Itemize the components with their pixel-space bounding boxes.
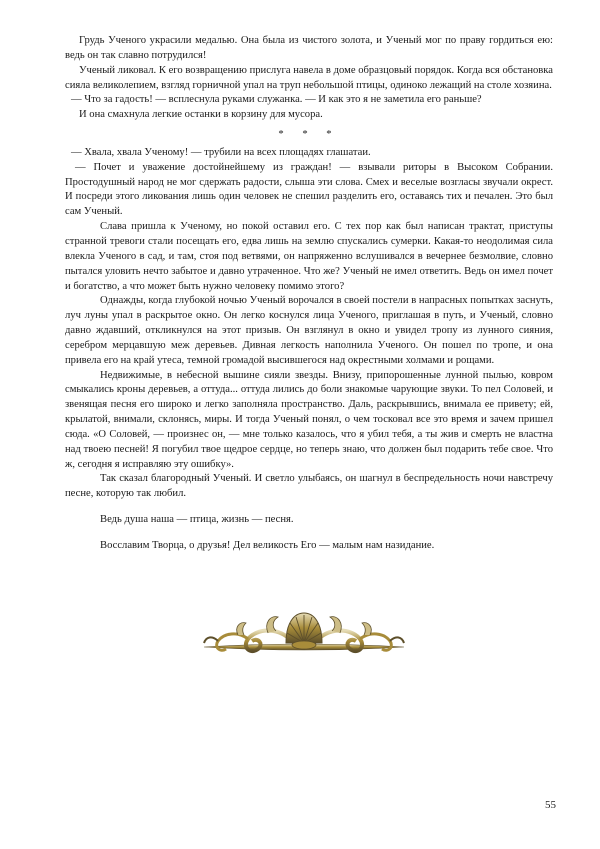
page-number: 55 bbox=[545, 799, 556, 811]
section-separator: * * * bbox=[278, 129, 340, 141]
paragraph-heralds: — Хвала, хвала Ученому! — трубили на всех площадях глашатаи. bbox=[71, 146, 371, 158]
paragraph-honor: — Почет и уважение достойнейшему из граждан! — взывали риторы в Высоком Собрании. Простодушный народ не мог сдержать радости, слыша эти слова. Смех и веселые возгласы звучали окрест. И посреди этого ликования лишь один человек не спешил разделить его, оставаясь тих и печален. Это был сам Ученый. bbox=[65, 161, 553, 218]
paragraph-nightingale: Недвижимые, в небесной вышине сияли звезды. Внизу, припорошенные лунной пылью, ковром смыкались кроны деревьев, а оттуда... оттуда лились до боли знакомые чарующие звуки. То пел Соловей, и звенящая песня его широко и легко заполняла пространство. Даль, раскрывшись, внимала ее привету; ей, крылатой, внимали, склонясь, миры. И тогда Ученый понял, о чем тосковал все это время и зачем пришел сюда. «О Соловей, — произнес он, — мне только казалось, что я убил тебя, а ты жив и смерть не властна над твоею песней! Я погубил твое щедрое сердце, но теперь знаю, что должен был подарить тебе свое. Что ж, сегодня я исправляю эту ошибку». bbox=[65, 369, 553, 470]
paragraph-medal: Грудь Ученого украсили медалью. Она была из чистого золота, и Ученый мог по праву гордиться ею: ведь он так славно потрудился! bbox=[65, 35, 553, 61]
paragraph-praise: Восславим Творца, о друзья! Дел великость Его — малым нам назидание. bbox=[100, 540, 435, 551]
paragraph-farewell: Так сказал благородный Ученый. И светло улыбаясь, он шагнул в беспредельность ночи навстречу песне, которую так любил. bbox=[65, 473, 553, 500]
paragraph-trash: И она смахнула легкие останки в корзину для мусора. bbox=[79, 109, 323, 121]
paragraph-glory: Слава пришла к Ученому, но покой оставил его. С тех пор как был написан трактат, приступы странной тревоги стали посещать его, едва лишь на землю спускались сумерки. Какая-то неодолимая сила влекла Ученого в сад, и там, стоя под ветвями, он напряженно вслушивался в вечернее безмолвие, словно пытался уловить нечто забытое и давно утраченное. Что же? Ученый не имел ответить. Ведь он имел почет и богатство, а что может быть нужно человеку помимо этого? bbox=[65, 221, 553, 292]
ornament-icon bbox=[198, 603, 410, 667]
paragraph-rejoicing: Ученый ликовал. К его возвращению прислуга навела в доме образцовый порядок. Когда вся обстановка сияла великолепием, взгляд горничной упал на труп небольшой птицы, одиноко лежащий на столе хозяина. bbox=[65, 64, 553, 91]
paragraph-moonbeam: Однажды, когда глубокой ночью Ученый ворочался в своей постели в напрасных попытках заснуть, луч луны упал в раскрытое окно. Он легко коснулся лица Ученого, приглашая в путь, и Ученый, словно давно ждавший, откликнулся на этот призыв. Он взглянул в окно и увидел тропу из лунного сияния, серебром мерцавшую меж деревьев. Дивная легкость наполнила Ученого. Он пошел по тропе, и она привела его на край утеса, темной громадой высившегося над окрестными холмами и рощами. bbox=[65, 295, 553, 366]
paragraph-maid-speech: — Что за гадость! — всплеснула руками служанка. — И как это я не заметила его раньше? bbox=[71, 94, 482, 106]
page-text bbox=[65, 34, 553, 554]
paragraph-moral: Ведь душа наша — птица, жизнь — песня. bbox=[100, 514, 294, 526]
